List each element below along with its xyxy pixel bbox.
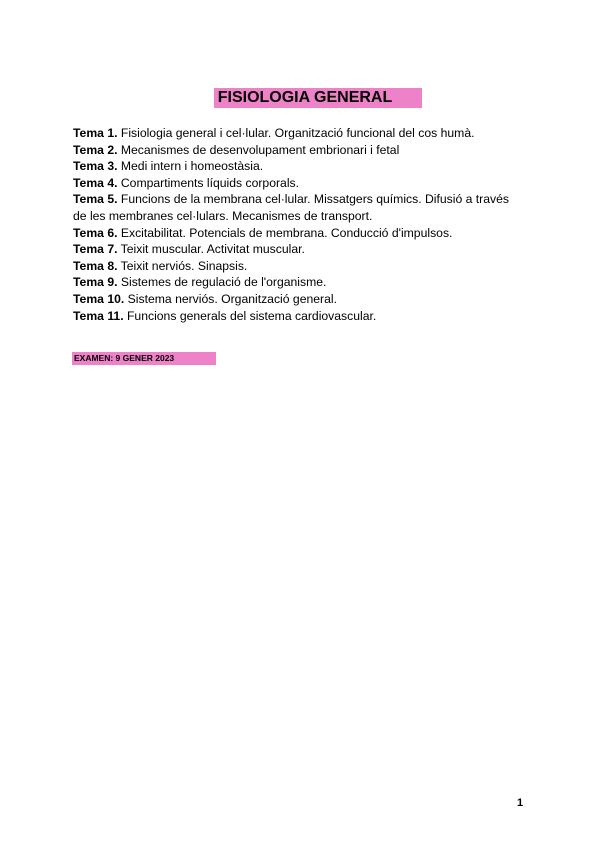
topic-number: Tema 9. <box>73 275 118 290</box>
topic-text: Medi intern i homeostàsia. <box>117 159 264 174</box>
topic-item <box>73 274 513 291</box>
topic-number: Tema 3. <box>73 159 118 174</box>
topic-item <box>73 241 513 258</box>
exam-date-note: EXAMEN: 9 GENER 2023 <box>72 352 216 365</box>
topic-list <box>73 125 513 324</box>
topic-number: Tema 5. <box>73 192 118 207</box>
title-container <box>0 88 600 108</box>
topic-text: Fisiologia general i cel·lular. Organització funcional del cos humà. <box>117 126 475 140</box>
topic-text: Funcions de la membrana cel·lular. Missatgers químics. Difusió a través de les membranes cel·lulars. Mecanismes de transport. <box>73 192 509 223</box>
topic-item <box>73 158 513 175</box>
topic-number: Tema 11. <box>73 308 124 323</box>
topic-number: Tema 8. <box>73 258 118 273</box>
topic-item <box>73 175 513 192</box>
topic-number: Tema 7. <box>73 242 118 257</box>
topic-text: Compartiments líquids corporals. <box>117 175 300 190</box>
topic-item <box>73 142 513 159</box>
topic-text: Sistemes de regulació de l'organisme. <box>117 275 327 290</box>
topic-item <box>73 291 513 308</box>
topic-text: Teixit nerviós. Sinapsis. <box>117 258 248 273</box>
topic-item <box>73 225 513 242</box>
topic-number: Tema 4. <box>73 175 118 190</box>
document-title: FISIOLOGIA GENERAL <box>214 88 423 108</box>
topic-text: Funcions generals del sistema cardiovascular. <box>123 308 377 323</box>
topic-text: Teixit muscular. Activitat muscular. <box>117 242 305 257</box>
topic-number: Tema 1. <box>73 126 118 140</box>
topic-item <box>73 125 513 142</box>
topic-item <box>73 258 513 275</box>
topic-number: Tema 2. <box>73 142 118 157</box>
topic-text: Sistema nerviós. Organització general. <box>124 291 337 306</box>
topic-number: Tema 6. <box>73 225 118 240</box>
topic-text: Excitabilitat. Potencials de membrana. Conducció d'impulsos. <box>117 225 453 240</box>
topic-text: Mecanismes de desenvolupament embrionari i fetal <box>117 142 400 157</box>
topic-number: Tema 10. <box>73 291 125 306</box>
topic-item <box>73 308 513 325</box>
topic-item <box>73 191 513 224</box>
page-number: 1 <box>517 797 524 809</box>
